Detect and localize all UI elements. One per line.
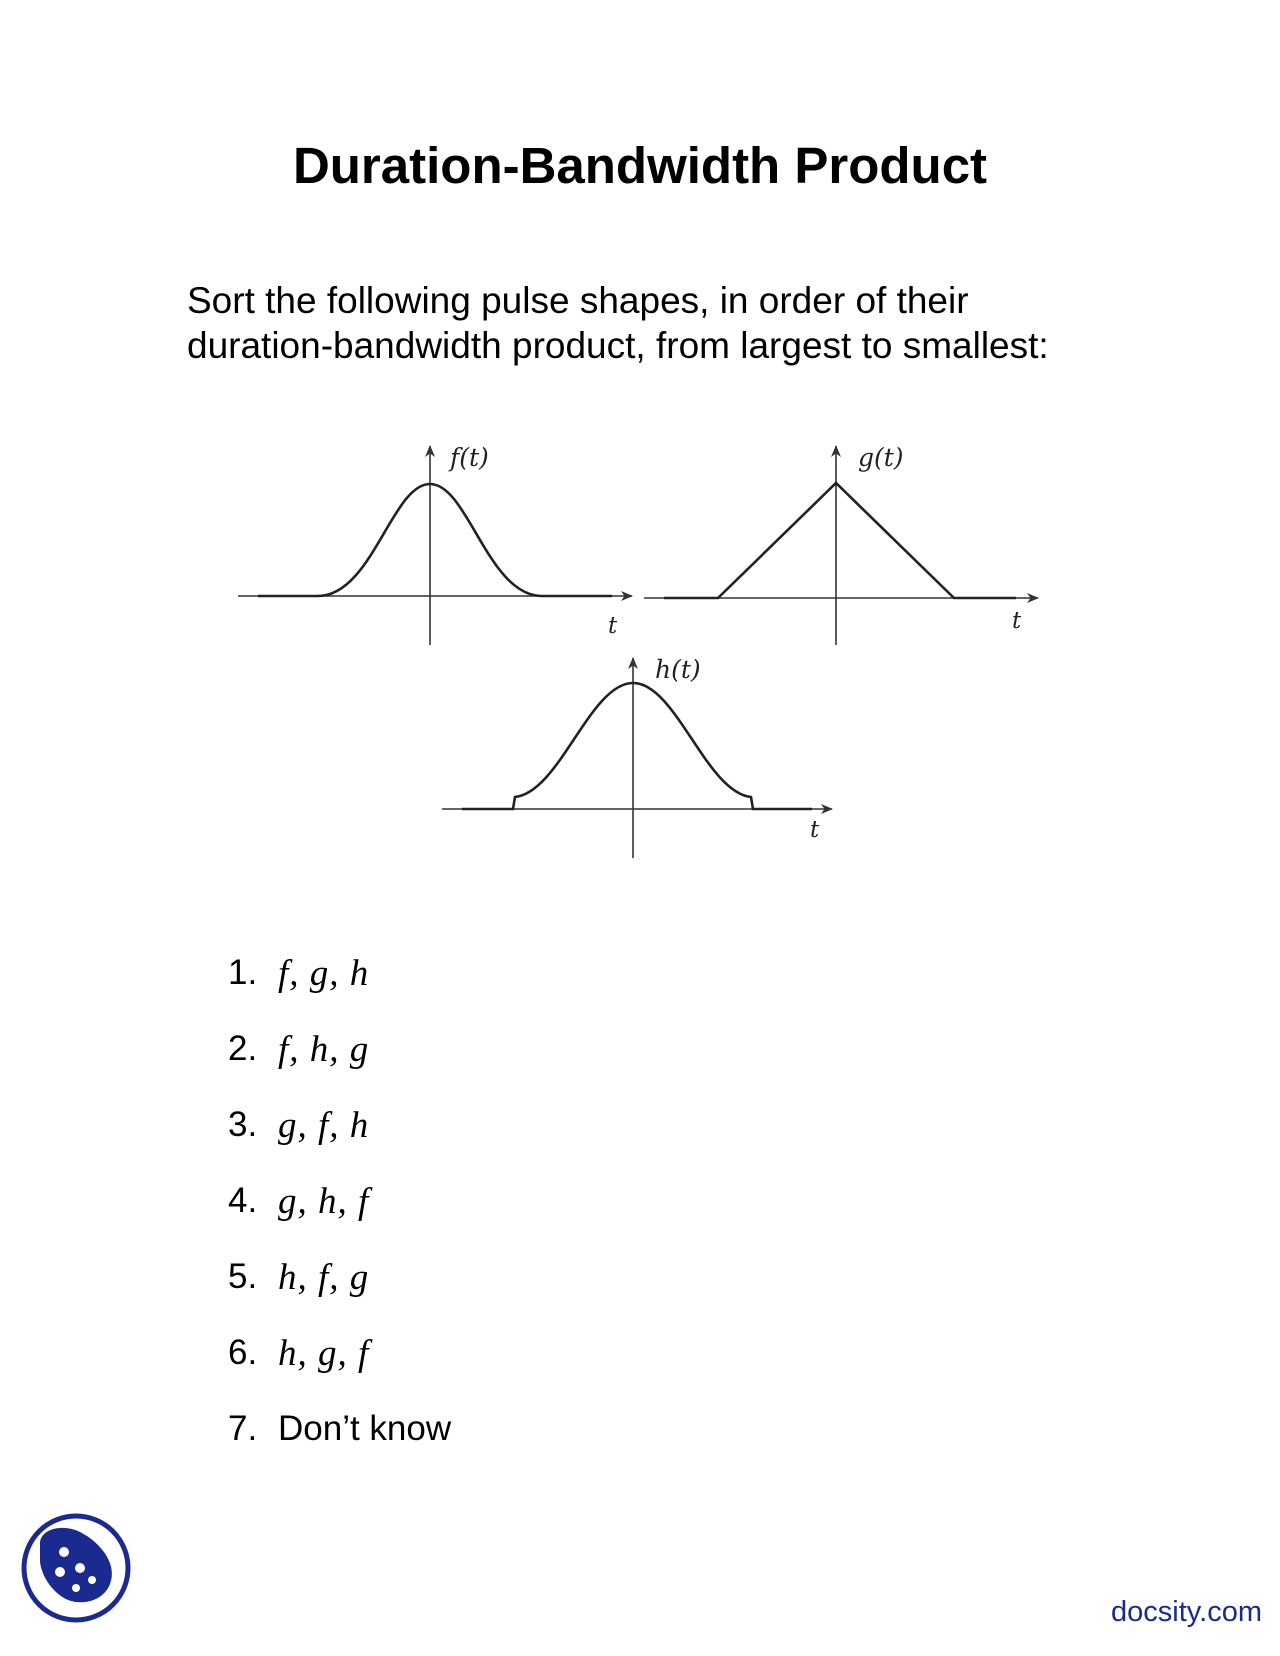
option-text: f, h, g: [278, 1028, 370, 1070]
plot-f-pulse-curve: [258, 484, 612, 596]
option-number: 3.: [228, 1105, 258, 1144]
answer-option-1: [228, 935, 451, 1011]
option-number: 4.: [228, 1181, 258, 1220]
page-title: Duration-Bandwidth Product: [292, 137, 988, 194]
option-number: 2.: [228, 1029, 258, 1068]
plot-g-label: g(t): [858, 443, 904, 472]
option-text: Don’t know: [278, 1409, 452, 1448]
prompt-line-1: Sort the following pulse shapes, in order of their: [187, 280, 969, 321]
answer-option-2: [228, 1011, 451, 1087]
plot-g: [644, 443, 1038, 645]
docsity-link[interactable]: docsity.com: [1111, 1596, 1262, 1628]
prompt-line-2: duration-bandwidth product, from largest to smallest:: [187, 325, 1049, 366]
answer-options: [228, 935, 451, 1467]
option-text: g, f, h: [278, 1104, 370, 1146]
question-prompt: [187, 278, 1147, 368]
docsity-logo-icon[interactable]: [20, 1512, 132, 1624]
plot-f: [238, 443, 632, 645]
answer-option-7: [228, 1391, 451, 1467]
option-number: 7.: [228, 1409, 258, 1448]
plot-h-pulse-curve: [462, 683, 812, 809]
option-text: h, f, g: [278, 1256, 370, 1298]
plot-f-axis-label: t: [608, 613, 618, 639]
answer-option-5: [228, 1239, 451, 1315]
option-number: 5.: [228, 1257, 258, 1296]
answer-option-6: [228, 1315, 451, 1391]
option-text: f, g, h: [278, 952, 370, 994]
plot-g-pulse-curve: [664, 483, 1016, 598]
plot-g-axis-label: t: [1012, 608, 1022, 634]
answer-option-4: [228, 1163, 451, 1239]
option-number: 1.: [228, 953, 258, 992]
option-text: g, h, f: [278, 1180, 370, 1222]
plot-h-axis-label: t: [810, 817, 820, 843]
plot-h-label: h(t): [655, 655, 701, 684]
plot-f-label: f(t): [450, 443, 489, 472]
plot-h: [442, 655, 832, 858]
option-number: 6.: [228, 1333, 258, 1372]
answer-option-3: [228, 1087, 451, 1163]
option-text: h, g, f: [278, 1332, 370, 1374]
